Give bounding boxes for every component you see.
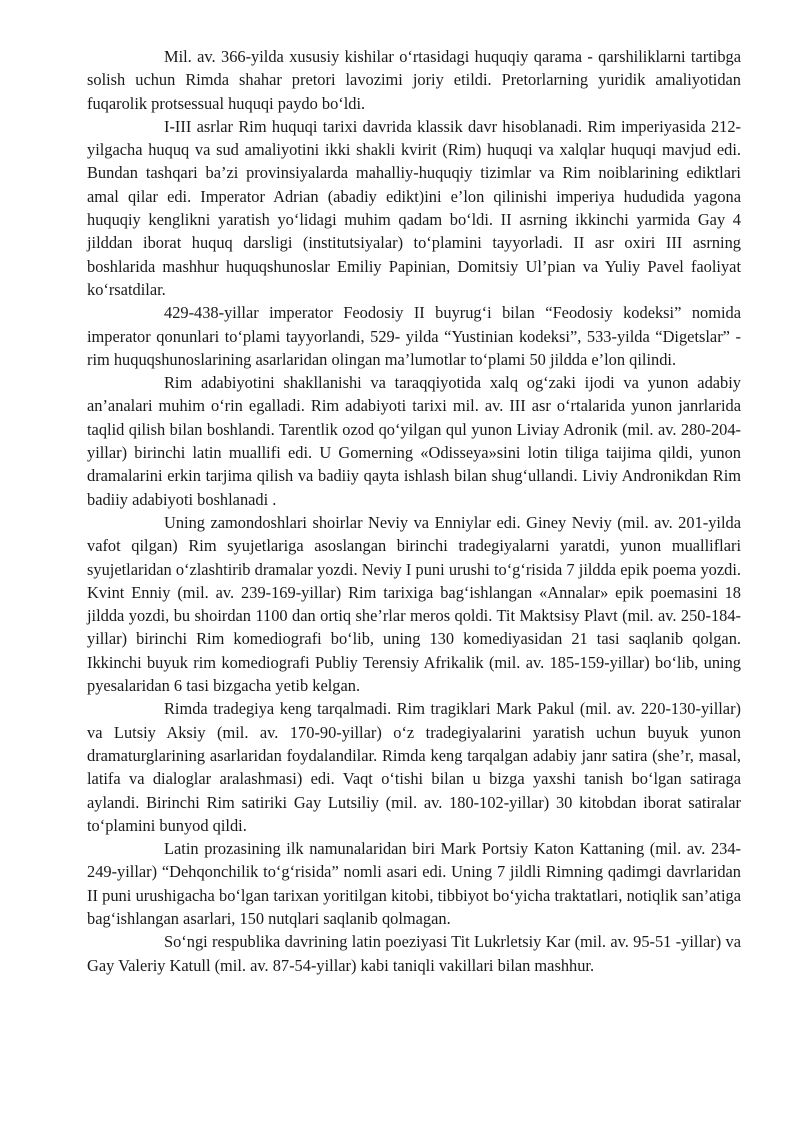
paragraph-praetor: Mil. av. 366-yilda xususiy kishilar o‘rtasidagi huquqiy qarama - qarshiliklarni tartibga solish uchun Rimda shahar pretori lavozimi joriy etildi. Pretorlarning yuridik amaliyotidan fuqarolik protsessual huquqi paydo bo‘ldi. — [87, 47, 741, 113]
paragraph-codes: 429-438-yillar imperator Feodosiy II buyrug‘i bilan “Feodosiy kodeksi” nomida imperator qonunlari to‘plami tayyorlandi, 529- yilda “Yustinian kodeksi”, 533-yilda “Digetslar” - rim huquqshunoslarining asarlaridan olingan ma’lumotlar to‘plami 50 jildda e’lon qilindi. — [87, 303, 741, 369]
paragraph-late-republic-poetry: So‘ngi respublika davrining latin poeziyasi Tit Lukrletsiy Kar (mil. av. 95-51 -yillar) va Gay Valeriy Katull (mil. av. 87-54-yillar) kabi taniqli vakillari bilan mashhur. — [87, 932, 741, 975]
paragraph-latin-prose: Latin prozasining ilk namunalaridan biri Mark Portsiy Katon Kattaning (mil. av. 234-249-yillar) “Dehqonchilik to‘g‘risida” nomli asari edi. Uning 7 jildli Rimning qadimgi davrlaridan II puni urushigacha bo‘lgan tarixan yoritilgan kitobi, tibbiyot bo‘yicha traktatlari, notiqlik san’atiga bag‘ishlangan asarlari, 150 nutqlari saqlanib qolmagan. — [87, 839, 741, 928]
paragraph-classical-period: I-III asrlar Rim huquqi tarixi davrida klassik davr hisoblanadi. Rim imperiyasida 212-yilgacha huquq va sud amaliyotini ikki shakli kvirit (Rim) huquqi va xalqlar huquqi mavjud edi. Bundan tashqari ba’zi provinsiyalarda mahalliy-huquqiy tizimlar va Rim noiblarining ediktlari amal qilar edi. Imperator Adrian (abadiy edikt)ini e’lon qilinishi imperiya hududida yagona huquqiy kenglikni yaratish yo‘lidagi muhim qadam bo‘ldi. II asrning ikkinchi yarmida Gay 4 jilddan iborat huquq darsligi (institutsiyalar) to‘plamini tayyorladi. II asr oxiri III asrning boshlarida mashhur huquqshunoslar Emiliy Papinian, Domitsiy Ul’pian va Yuliy Pavel faoliyat ko‘rsatdilar. — [87, 116, 741, 299]
paragraph-tragedy-satire: Rimda tradegiya keng tarqalmadi. Rim tragiklari Mark Pakul (mil. av. 220-130-yillar) va Lutsiy Aksiy (mil. av. 170-90-yillar) o‘z tradegiyalarini yaratish uchun buyuk yunon dramaturglarining asarlaridan foydalandilar. Rimda keng tarqalgan adabiy janr satira (she’r, masal, latifa va dialoglar aralashmasi) edi. Vaqt o‘tishi bilan u bizga yaxshi tanish bo‘lgan satiraga aylandi. Birinchi Rim satiriki Gay Lutsiliy (mil. av. 180-102-yillar) 30 kitobdan iborat satiralar to‘plamini bunyod qildi. — [87, 699, 741, 835]
paragraph-poets: Uning zamondoshlari shoirlar Neviy va Enniylar edi. Giney Neviy (mil. av. 201-yilda vafot qilgan) Rim syujetlariga asoslangan birinchi tradegiyalarni yaratdi, yunon mualliflari syujetlaridan o‘zlashtirib dramalar yozdi. Neviy I puni urushi to‘g‘risida 7 jildda epik poema yozdi. Kvint Enniy (mil. av. 239-169-yillar) Rim tarixiga bag‘ishlangan «Annalar» epik poemasini 18 jildda yozdi, bu shoirdan 1100 dan ortiq she’rlar meros qoldi. Tit Maktsisy Plavt (mil. av. 250-184-yillar) birinchi Rim komediografi bo‘lib, uning 130 komediyasidan 21 tasi saqlanib qolgan. Ikkinchi buyuk rim komediografi Publiy Terensiy Afrikalik (mil. av. 185-159-yillar) bo‘lib, uning pyesalaridan 6 tasi bizgacha yetib kelgan. — [87, 512, 741, 696]
paragraph-literature-origins: Rim adabiyotini shakllanishi va taraqqiyotida xalq og‘zaki ijodi va yunon adabiy an’analari muhim o‘rin egalladi. Rim adabiyoti tarixi mil. av. III asr o‘rtalarida yunon janrlarida taqlid qilish bilan boshlandi. Tarentlik ozod qo‘yilgan qul yunon Liviay Adronik (mil. av. 280-204-yillar) birinchi latin muallifi edi. U Gomerning «Odisseya»sini lotin tiliga taijima qildi, yunon dramalarini erkin tarjima qilish va badiiy qayta ishlash bilan shug‘ullandi. Liviy Andronikdan Rim badiiy adabiyoti boshlanadi . — [87, 373, 741, 509]
